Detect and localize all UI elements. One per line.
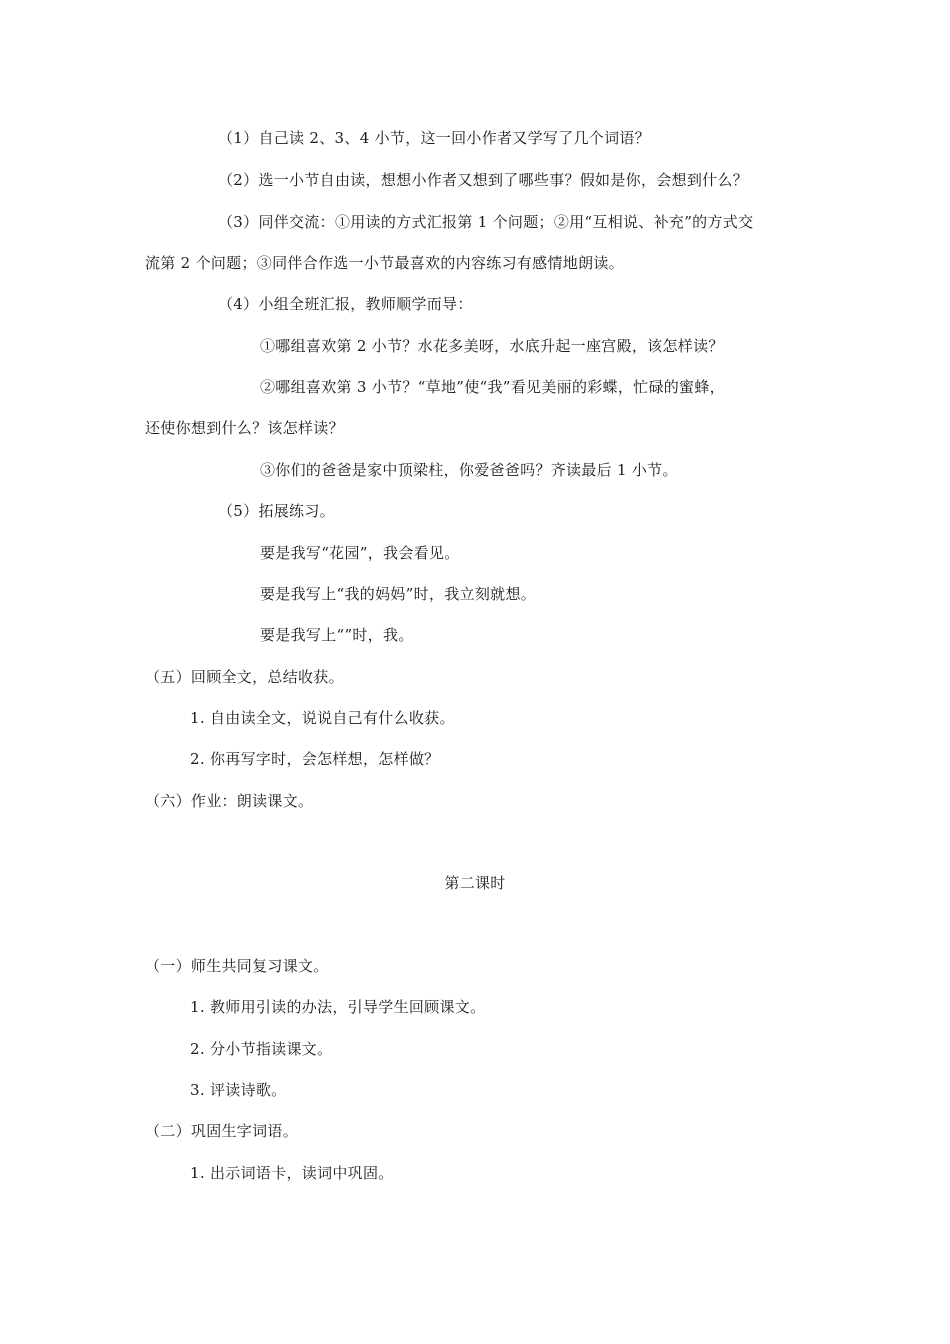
paragraph-step-5: （5）拓展练习。	[218, 502, 335, 520]
section-heading-2: （二）巩固生字词语。	[145, 1122, 299, 1140]
sub-item-1: ①哪组喜欢第 2 小节？水花多美呀，水底升起一座宫殿，该怎样读？	[260, 337, 724, 355]
list-item: 1. 自由读全文，说说自己有什么收获。	[190, 709, 455, 727]
paragraph-step-2: （2）选一小节自由读，想想小作者又想到了哪些事？假如是你，会想到什么？	[218, 171, 749, 189]
paragraph-step-3-continued: 流第 2 个问题；③同伴合作选一小节最喜欢的内容练习有感情地朗读。	[145, 254, 624, 272]
sub-item-2-continued: 还使你想到什么？该怎样读？	[145, 419, 344, 437]
list-item: 3. 评读诗歌。	[190, 1081, 287, 1099]
lesson-title: 第二课时	[444, 874, 506, 892]
paragraph-step-3: （3）同伴交流：①用读的方式汇报第 1 个问题；②用“互相说、补充”的方式交	[218, 213, 754, 231]
practice-line-3: 要是我写上“”时，我。	[260, 626, 414, 644]
section-heading-5: （五）回顾全文，总结收获。	[145, 668, 344, 686]
list-item: 2. 分小节指读课文。	[190, 1040, 333, 1058]
list-item: 1. 出示词语卡，读词中巩固。	[190, 1164, 394, 1182]
practice-line-1: 要是我写“花园”，我会看见。	[260, 544, 460, 562]
sub-item-2: ②哪组喜欢第 3 小节？“草地”使“我”看见美丽的彩蝶，忙碌的蜜蜂，	[260, 378, 725, 396]
paragraph-step-4: （4）小组全班汇报，教师顺学而导：	[218, 295, 473, 313]
section-heading-6: （六）作业：朗读课文。	[145, 792, 314, 810]
list-item: 1. 教师用引读的办法，引导学生回顾课文。	[190, 998, 486, 1016]
sub-item-3: ③你们的爸爸是家中顶梁柱，你爱爸爸吗？齐读最后 1 小节。	[260, 461, 678, 479]
list-item: 2. 你再写字时，会怎样想，怎样做？	[190, 750, 440, 768]
section-heading-1: （一）师生共同复习课文。	[145, 957, 329, 975]
practice-line-2: 要是我写上“我的妈妈”时，我立刻就想。	[260, 585, 537, 603]
paragraph-step-1: （1）自己读 2、3、4 小节，这一回小作者又学写了几个词语？	[218, 129, 651, 147]
